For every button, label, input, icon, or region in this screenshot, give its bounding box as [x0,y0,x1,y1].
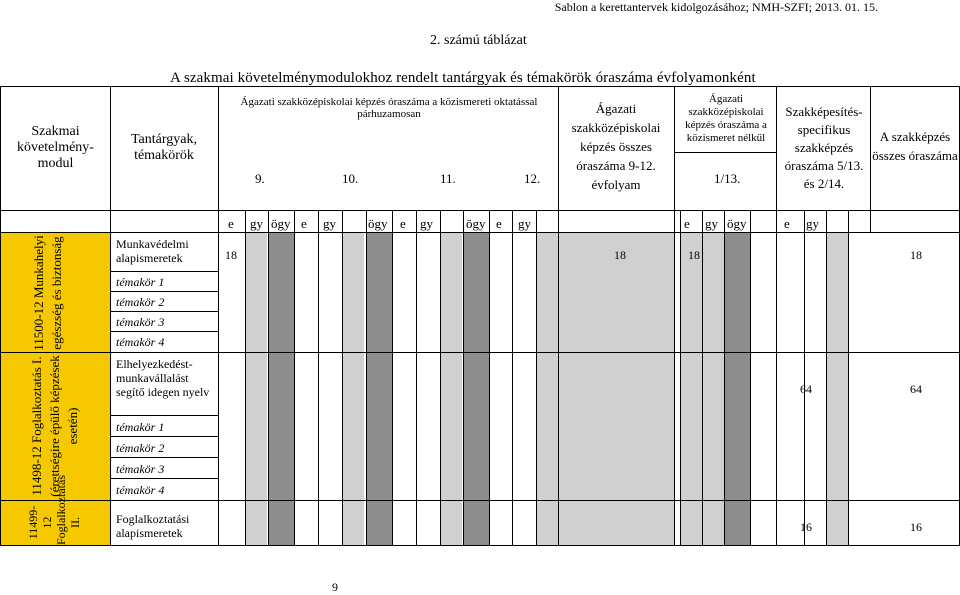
topic-b-4: témakör 4 [116,483,165,497]
r1-value-1-13: 18 [688,248,700,262]
col-parallel-header: Ágazati szakközépiskolai képzés óraszáma a közismereti oktatással párhuzamosan [240,96,538,120]
r2-value-all: 64 [910,382,922,396]
topic-a-2: témakör 2 [116,295,165,309]
r1-value-total: 18 [614,248,626,262]
table-title: A szakmai követelménymodulokhoz rendelt tantárgyak és témakörök óraszáma évfolyamonként [170,70,756,86]
year-9: 9. [255,171,265,186]
col-subjects-header: Tantárgyak, témakörök [130,132,197,163]
module-11500-label: 11500-12 Munkahelyi egészség és biztonság [31,235,64,351]
template-note: Sablon a kerettantervek kidolgozásához; NMH-SZFI; 2013. 01. 15. [554,0,878,14]
topic-a-1: témakör 1 [116,275,165,289]
r2-value-specific: 64 [800,382,812,396]
table-number: 2. számú táblázat [430,33,527,48]
subject-foglalkoztatasi: Foglalkoztatási alapismeretek [116,512,190,540]
year-12: 12. [524,171,541,186]
year-10: 10. [342,171,359,186]
r3-value-specific: 16 [800,520,812,534]
page-number: 9 [332,580,338,594]
col-total-9-12-header: Ágazati szakközépiskolai képzés összes óraszáma 9-12. évfolyam [571,100,661,192]
subject-munkavedelmi: Munkavédelmi alapismeretek [116,237,189,265]
col-modules-header: Szakmai követelmény-modul [17,124,94,171]
col-no-general-header: Ágazati szakközépiskolai képzés óraszáma a közismeret nélkül [685,93,767,144]
topic-a-4: témakör 4 [116,335,165,349]
subject-idegen-nyelv: Elhelyezkedést-munkavállalást segítő idegen nyelv [116,357,210,399]
year-11: 11. [440,171,456,186]
topic-b-3: témakör 3 [116,462,165,476]
col-specific-header: Szakképesítés-specifikus szakképzés óraszáma 5/13. és 2/14. [784,104,864,191]
col-total-all-header: A szakképzés összes óraszáma [872,129,958,163]
r1-value-9e: 18 [225,248,237,262]
module-11499-label: 11499-12 Foglalkoztatás II. [26,475,82,545]
topic-a-3: témakör 3 [116,315,165,329]
r1-value-all: 18 [910,248,922,262]
topic-b-2: témakör 2 [116,441,165,455]
topic-b-1: témakör 1 [116,420,165,434]
module-11498-label: 11498-12 Foglalkoztatás I. (érettségire épülő képzések esetén) [29,355,80,497]
year-1-13: 1/13. [714,171,741,186]
r3-value-all: 16 [910,520,922,534]
